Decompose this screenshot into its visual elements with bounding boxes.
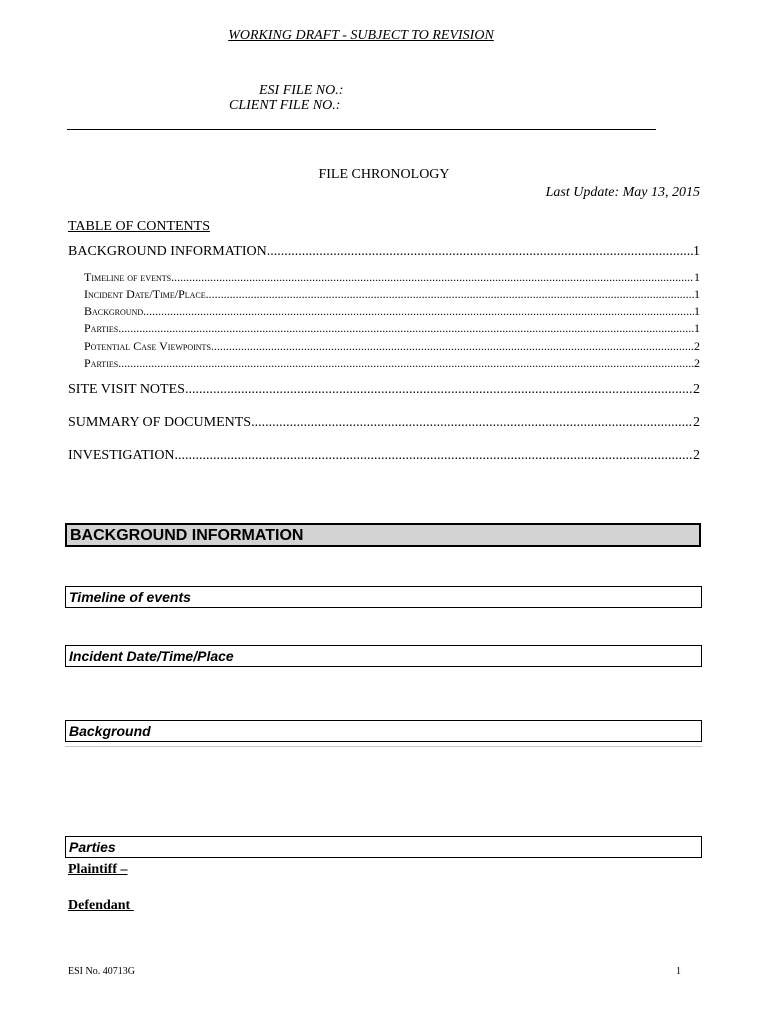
toc-entry-label: Background bbox=[84, 304, 144, 318]
toc-entry-background[interactable] bbox=[84, 304, 700, 319]
subsection-timeline-of-events: Timeline of events bbox=[65, 586, 702, 608]
document-title: FILE CHRONOLOGY bbox=[318, 167, 450, 182]
footer-esi-number: ESI No. 40713G bbox=[68, 966, 135, 977]
toc-entry-page: 2 bbox=[694, 356, 700, 370]
toc-entry-page: 2 bbox=[694, 339, 700, 353]
toc-entry-page: 2 bbox=[693, 382, 700, 397]
toc-entry-page: 2 bbox=[693, 448, 700, 463]
toc-entry-label: Timeline of events bbox=[84, 270, 172, 284]
subsection-incident-date-time-place: Incident Date/Time/Place bbox=[65, 645, 702, 667]
subsection-background: Background bbox=[65, 720, 702, 742]
toc-entry-label: SITE VISIT NOTES bbox=[68, 382, 185, 397]
toc-entry-page: 1 bbox=[694, 321, 700, 335]
section-heading-background-information: BACKGROUND INFORMATION bbox=[65, 523, 701, 547]
client-file-label: CLIENT FILE NO.: bbox=[229, 98, 341, 113]
toc-entry-page: 1 bbox=[694, 304, 700, 318]
toc-entry-background-information[interactable] bbox=[68, 244, 700, 260]
plaintiff-label: Plaintiff – bbox=[68, 862, 128, 877]
toc-entry-label: Parties bbox=[84, 356, 119, 370]
toc-entry-label: SUMMARY OF DOCUMENTS bbox=[68, 415, 252, 430]
toc-entry-page: 1 bbox=[693, 244, 700, 259]
toc-entry-page: 1 bbox=[694, 270, 700, 284]
toc-entry-investigation[interactable] bbox=[68, 448, 700, 464]
toc-entry-page: 1 bbox=[694, 287, 700, 301]
last-update: Last Update: May 13, 2015 bbox=[545, 185, 700, 200]
toc-title: TABLE OF CONTENTS bbox=[68, 219, 210, 234]
toc-entry-parties[interactable] bbox=[84, 321, 700, 336]
esi-file-label: ESI FILE NO.: bbox=[259, 83, 344, 98]
footer-page-number: 1 bbox=[676, 966, 681, 977]
toc-entry-incident-date-time-place[interactable] bbox=[84, 287, 700, 302]
toc-entry-page: 2 bbox=[693, 415, 700, 430]
header-divider bbox=[67, 129, 656, 130]
toc-entry-summary-of-documents[interactable] bbox=[68, 415, 700, 431]
toc-entry-potential-case-viewpoints[interactable] bbox=[84, 339, 700, 354]
toc-entry-label: INVESTIGATION bbox=[68, 448, 175, 463]
toc-entry-parties-2[interactable] bbox=[84, 356, 700, 371]
defendant-label: Defendant bbox=[68, 898, 134, 913]
toc-entry-label: Potential Case Viewpoints bbox=[84, 339, 211, 353]
toc-entry-timeline-of-events[interactable] bbox=[84, 270, 700, 285]
toc-entry-label: Incident Date/Time/Place bbox=[84, 287, 206, 301]
toc-entry-site-visit-notes[interactable] bbox=[68, 382, 700, 398]
toc-entry-label: BACKGROUND INFORMATION bbox=[68, 244, 267, 259]
toc-entry-label: Parties bbox=[84, 321, 119, 335]
section-divider bbox=[65, 746, 702, 747]
subsection-parties: Parties bbox=[65, 836, 702, 858]
draft-notice: WORKING DRAFT - SUBJECT TO REVISION bbox=[228, 28, 494, 43]
